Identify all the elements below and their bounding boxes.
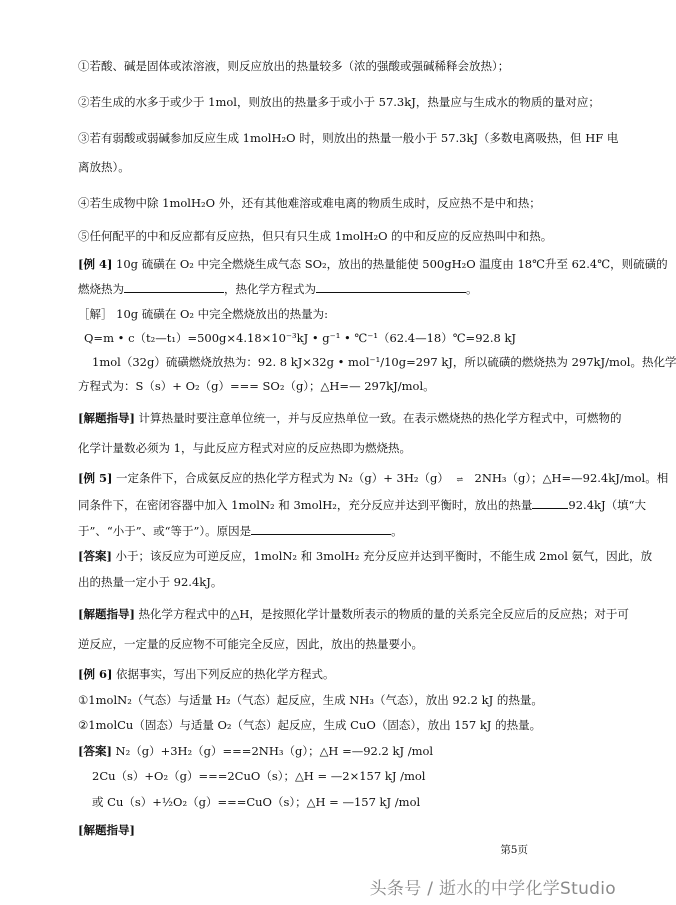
example-5-line-2: 同条件下，在密闭容器中加入 1molN₂ 和 3molH₂，充分反应并达到平衡时，放出的热量 92.4kJ（填“大: [78, 498, 646, 512]
example-5-line-1: [例 5] 一定条件下，合成氨反应的热化学方程式为 N₂（g）+ 3H₂（g） ⇌ 2NH₃（g）；△H=—92.4kJ/mol。相: [78, 470, 668, 488]
answer-label: [答案]: [78, 549, 112, 563]
answer-6-line-3: 或 Cu（s）+½O₂（g）===CuO（s）；△H = —157 kJ /mol: [92, 795, 421, 809]
guide-label: [解题指导]: [78, 411, 135, 425]
solution-4-line-1: ［解］ 10g 硫磺在 O₂ 中完全燃烧放出的热量为:: [78, 307, 329, 321]
note-5: ⑤任何配平的中和反应都有反应热，但只有只生成 1molH₂O 的中和反应的反应热叫中和热。: [78, 229, 553, 243]
equilibrium-arrow-icon: ⇌: [456, 475, 464, 484]
answer-6-line-2: 2Cu（s）+O₂（g）===2CuO（s）；△H = —2×157 kJ /mol: [92, 769, 426, 783]
note-3-line-1: ③若有弱酸或弱碱参加反应生成 1molH₂O 时，则放出的热量一般小于 57.3kJ（多数电离吸热，但 HF 电: [78, 131, 619, 145]
example-4-question: 10g 硫磺在 O₂ 中完全燃烧生成气态 SO₂，放出的热量能使 500gH₂O 温度由 18℃升至 62.4℃，则硫磺的: [116, 257, 668, 271]
answer-blank: [124, 280, 224, 293]
note-1: ①若酸、碱是固体或浓溶液，则反应放出的热量较多（浓的强酸或强碱稀释会放热）；: [78, 59, 510, 73]
example-5-label: [例 5]: [78, 471, 113, 485]
example-4-label: [例 4]: [78, 257, 113, 271]
solution-4-line-3: 1mol（32g）硫磺燃烧放热为：92. 8 kJ×32g • mol⁻¹/10g=297 kJ，所以硫磺的燃烧热为 297kJ/mol。热化学: [92, 355, 676, 369]
answer-blank: [316, 280, 466, 293]
watermark: 头条号 / 逝水的中学化学Studio: [369, 879, 616, 899]
guide-5-line-2: 逆反应，一定量的反应物不可能完全反应，因此，放出的热量要小。: [78, 637, 423, 651]
example-4-line-1: [78, 256, 668, 272]
note-4: ④若生成物中除 1molH₂O 外，还有其他难溶或难电离的物质生成时，反应热不是中和热；: [78, 196, 541, 210]
answer-5-line-1: [答案] 小于；该反应为可逆反应，1molN₂ 和 3molH₂ 充分反应并达到平衡时，不能生成 2mol 氨气，因此，放: [78, 549, 653, 563]
answer-blank: [251, 522, 391, 535]
solution-4-heat-formula: Q=m • c（t₂—t₁）=500g×4.18×10⁻³kJ • g⁻¹ • ℃⁻¹（62.4—18）℃=92.8 kJ: [84, 331, 517, 345]
guide-label: [解题指导]: [78, 607, 135, 621]
note-2: ②若生成的水多于或少于 1mol，则放出的热量多于或小于 57.3kJ，热量应与生成水的物质的量对应；: [78, 95, 600, 109]
solution-4-equation: 方程式为：S（s）+ O₂（g）=== SO₂（g）；△H=— 297kJ/mol。: [78, 379, 435, 393]
answer-blank: [532, 496, 568, 509]
example-6-line-1: [例 6] 依据事实，写出下列反应的热化学方程式。: [78, 667, 335, 681]
example-6-label: [例 6]: [78, 667, 113, 681]
guide-4-line-1: [解题指导] 计算热量时要注意单位统一，并与反应热单位一致。在表示燃烧热的热化学方程式中，可燃物的: [78, 411, 622, 425]
solution-label: ［解］: [78, 307, 113, 321]
guide-6-label: [解题指导]: [78, 823, 135, 837]
answer-6-line-1: [答案] N₂（g）+3H₂（g）===2NH₃（g）；△H =—92.2 kJ /mol: [78, 744, 434, 758]
example-5-line-3: 于”、“小于”、或“等于”）。原因是 。: [78, 524, 403, 538]
example-4-line-2: 燃烧热为 ，热化学方程式为 。: [78, 282, 478, 296]
answer-label: [答案]: [78, 744, 112, 758]
guide-5-line-1: [解题指导] 热化学方程式中的△H，是按照化学计量数所表示的物质的量的关系完全反应后的反应热；对于可: [78, 607, 629, 621]
page-number: 第5页: [500, 844, 528, 856]
example-6-item-1: ①1molN₂（气态）与适量 H₂（气态）起反应，生成 NH₃（气态），放出 92.2 kJ 的热量。: [78, 693, 543, 707]
guide-4-line-2: 化学计量数必须为 1，与此反应方程式对应的反应热即为燃烧热。: [78, 441, 411, 455]
answer-5-line-2: 出的热量一定小于 92.4kJ。: [78, 575, 223, 589]
example-6-item-2: ②1molCu（固态）与适量 O₂（气态）起反应，生成 CuO（固态），放出 157 kJ 的热量。: [78, 718, 542, 732]
note-3-line-2: 离放热）。: [78, 160, 130, 174]
